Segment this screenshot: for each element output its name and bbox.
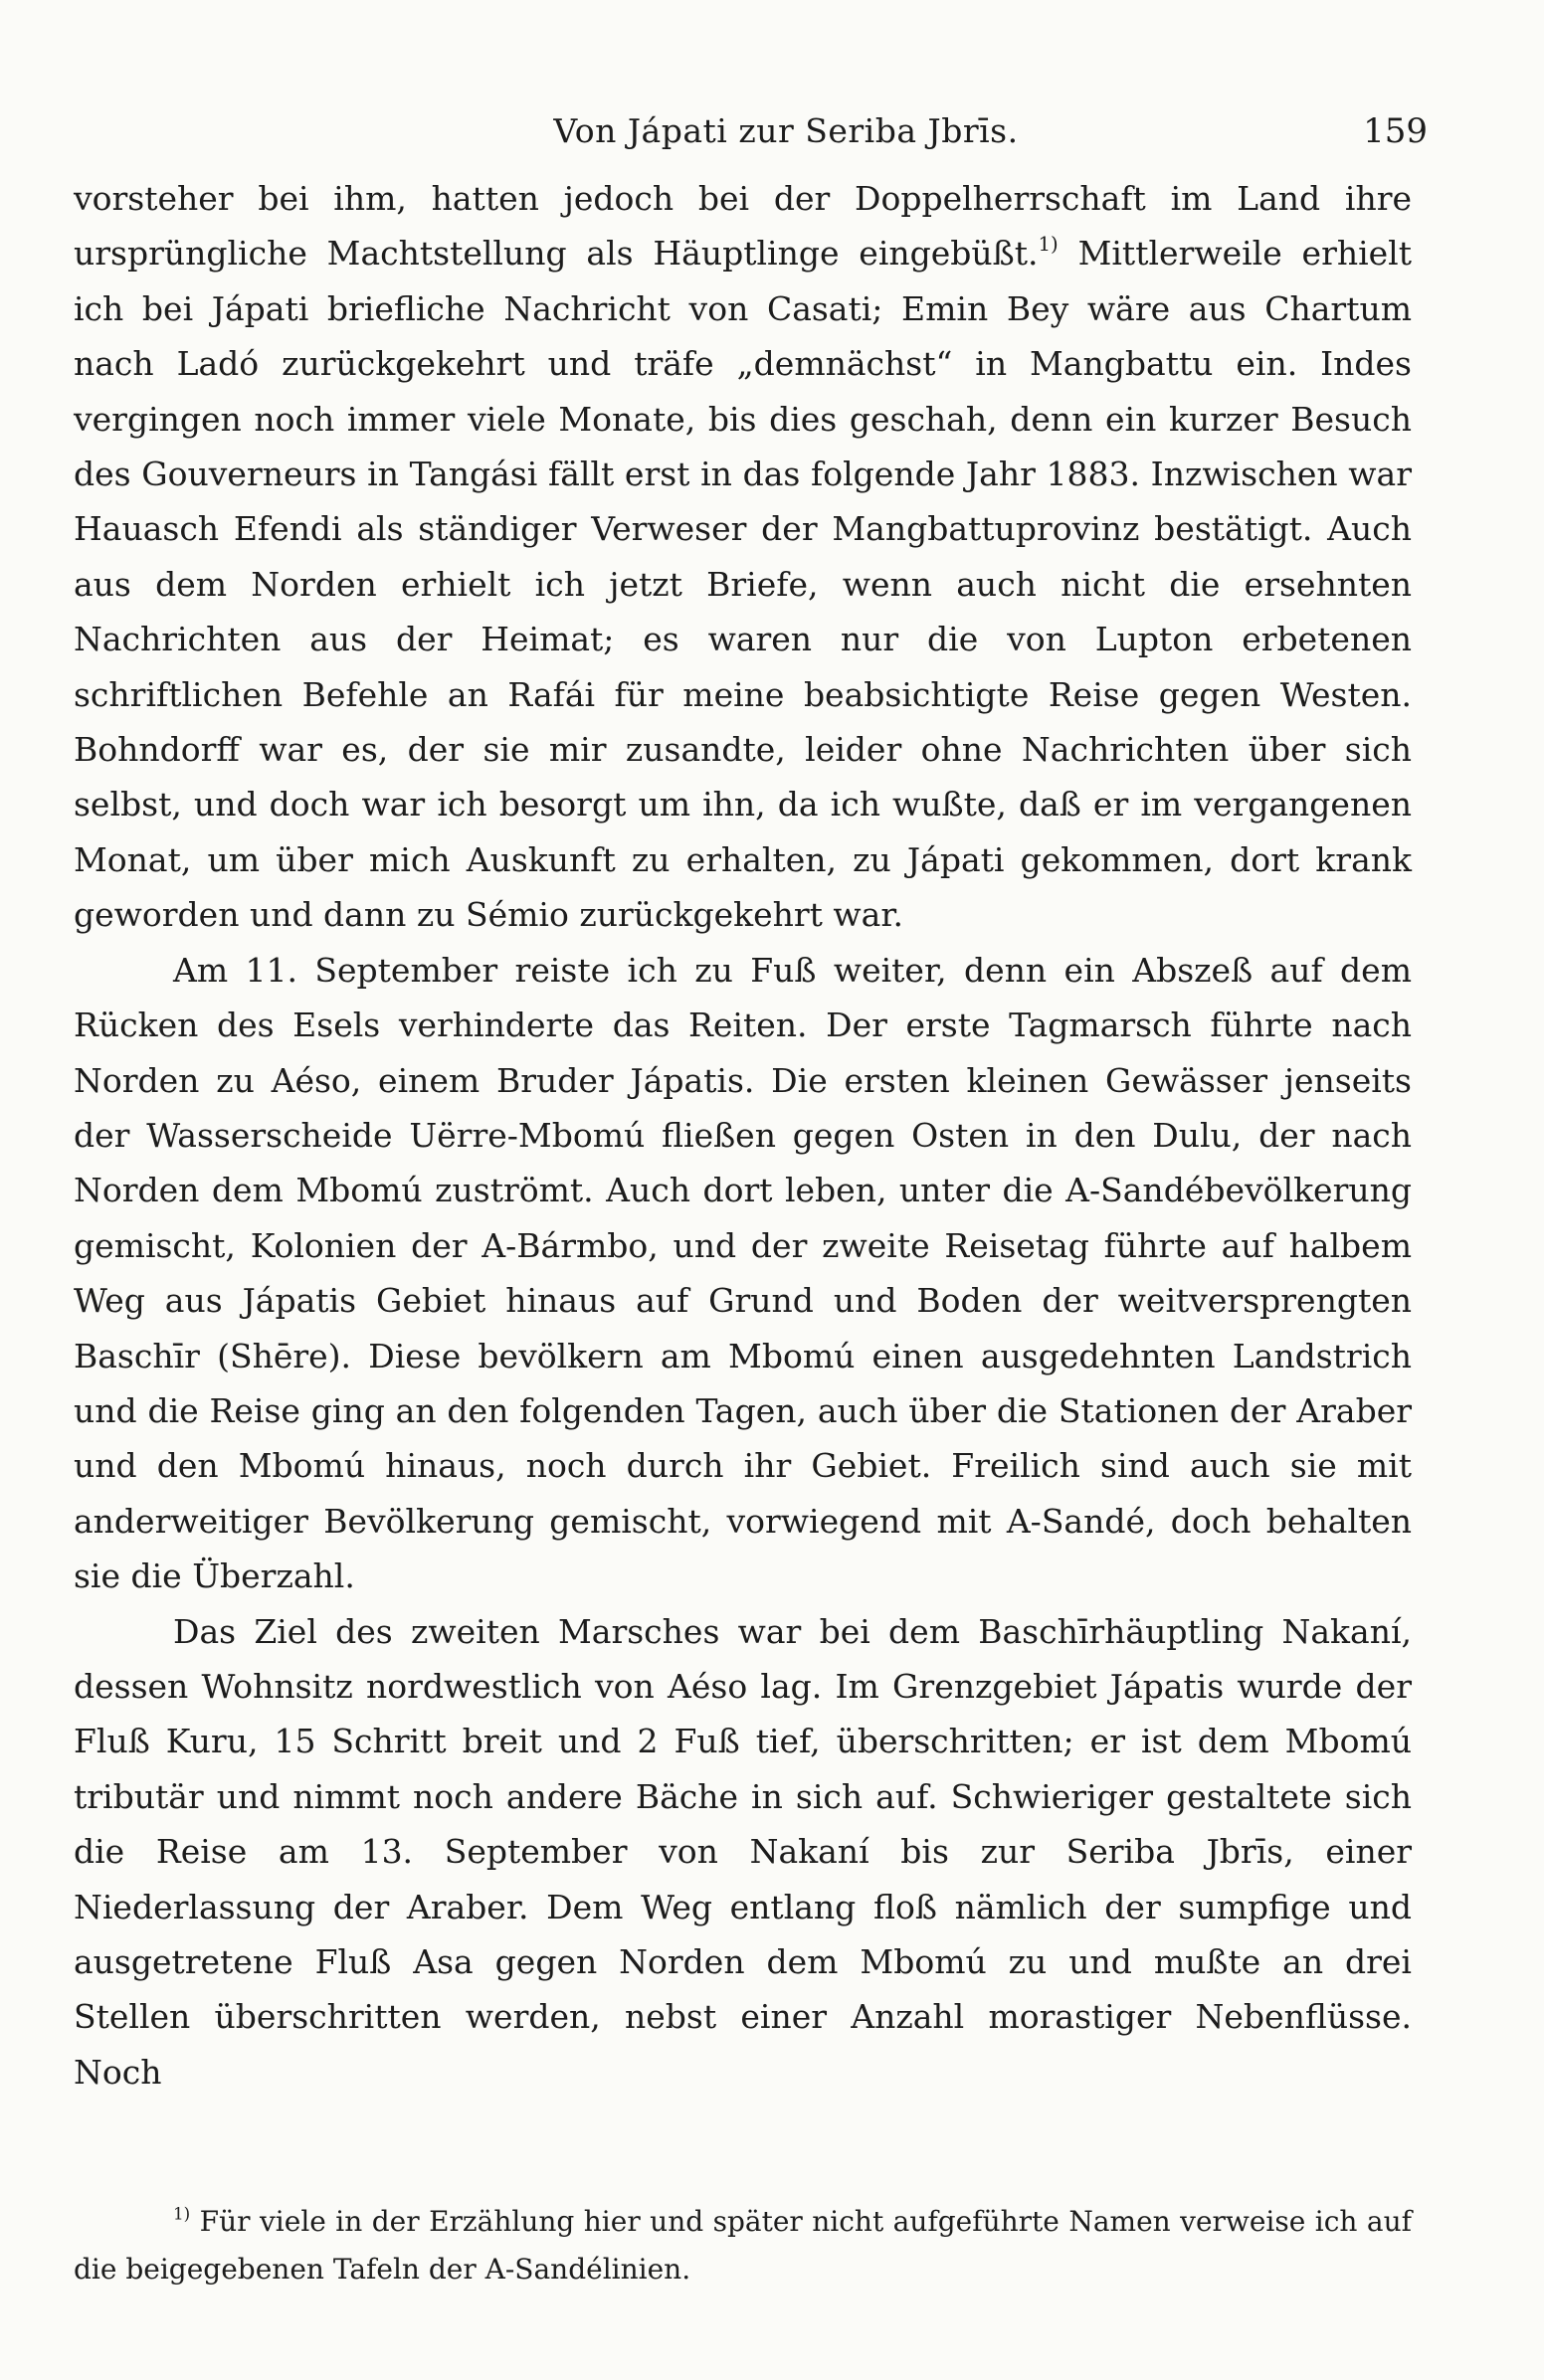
footnote-reference: 1)	[1038, 233, 1059, 257]
paragraph-1-text-b: Mittlerweile erhielt ich bei Jápati briefliche Nachricht von Casati; Emin Bey wäre aus Chartum nach Ladó zurückgekehrt und träfe „demnächst“ in Mangbattu ein. Indes vergingen noch immer viele Monate, bis dies geschah, denn ein kurzer Besuch des Gouverneurs in Tangási fällt erst in das folgende Jahr 1883. Inzwischen war Hauasch Efendi als ständiger Verweser der Mangbattuprovinz bestätigt. Auch aus dem Norden erhielt ich jetzt Briefe, wenn auch nicht die ersehnten Nachrichten aus der Heimat; es waren nur die von Lupton erbetenen schriftlichen Befehle an Rafái für meine beabsichtigte Reise gegen Westen. Bohndorff war es, der sie mir zusandte, leider ohne Nachrichten über sich selbst, und doch war ich besorgt um ihn, da ich wußte, daß er im vergangenen Monat, um über mich Auskunft zu erhalten, zu Jápati gekommen, dort krank geworden und dann zu Sémio zurückgekehrt war.	[74, 234, 1412, 935]
body-text	[74, 171, 1412, 2100]
footnote-text: Für viele in der Erzählung hier und später nicht aufgeführte Namen verweise ich auf die beigegebenen Tafeln der A-Sandélinien.	[74, 2205, 1412, 2286]
footnote-mark: 1)	[173, 2203, 191, 2224]
running-title: Von Jápati zur Seriba Jbrīs.	[553, 111, 1019, 150]
footnote	[74, 2198, 1412, 2293]
paragraph-1-text-a: vorsteher bei ihm, hatten jedoch bei der Doppelherrschaft im Land ihre ursprüngliche Machtstellung als Häuptlinge eingebüßt.	[74, 179, 1412, 274]
paragraph-1	[74, 171, 1412, 943]
paragraph-3: Das Ziel des zweiten Marsches war bei dem Baschīrhäuptling Nakaní, dessen Wohnsitz nordwestlich von Aéso lag. Im Grenzgebiet Jápatis wurde der Fluß Kuru, 15 Schritt breit und 2 Fuß tief, überschritten; er ist dem Mbomú tributär und nimmt noch andere Bäche in sich auf. Schwieriger gestaltete sich die Reise am 13. September von Nakaní bis zur Seriba Jbrīs, einer Niederlassung der Araber. Dem Weg entlang floß nämlich der sumpfige und ausgetretene Fluß Asa gegen Norden dem Mbomú zu und mußte an drei Stellen überschritten werden, nebst einer Anzahl morastiger Nebenflüsse. Noch	[74, 1611, 1412, 2092]
page-number: 159	[1363, 111, 1428, 151]
footnote-paragraph	[74, 2198, 1412, 2293]
paragraph-2: Am 11. September reiste ich zu Fuß weiter, denn ein Abszeß auf dem Rücken des Esels verhinderte das Reiten. Der erste Tagmarsch führte nach Norden zu Aéso, einem Bruder Jápatis. Die ersten kleinen Gewässer jenseits der Wasserscheide Uërre-Mbomú fließen gegen Osten in den Dulu, der nach Norden dem Mbomú zuströmt. Auch dort leben, unter die A-Sandébevölkerung gemischt, Kolonien der A-Bármbo, und der zweite Reisetag führte auf halbem Weg aus Jápatis Gebiet hinaus auf Grund und Boden der weitversprengten Baschīr (Shēre). Diese bevölkern am Mbomú einen ausgedehnten Landstrich und die Reise ging an den folgenden Tagen, auch über die Stationen der Araber und den Mbomú hinaus, noch durch ihr Gebiet. Freilich sind auch sie mit anderweitiger Bevölkerung gemischt, vorwiegend mit A-Sandé, doch behalten sie die Überzahl.	[74, 950, 1412, 1596]
